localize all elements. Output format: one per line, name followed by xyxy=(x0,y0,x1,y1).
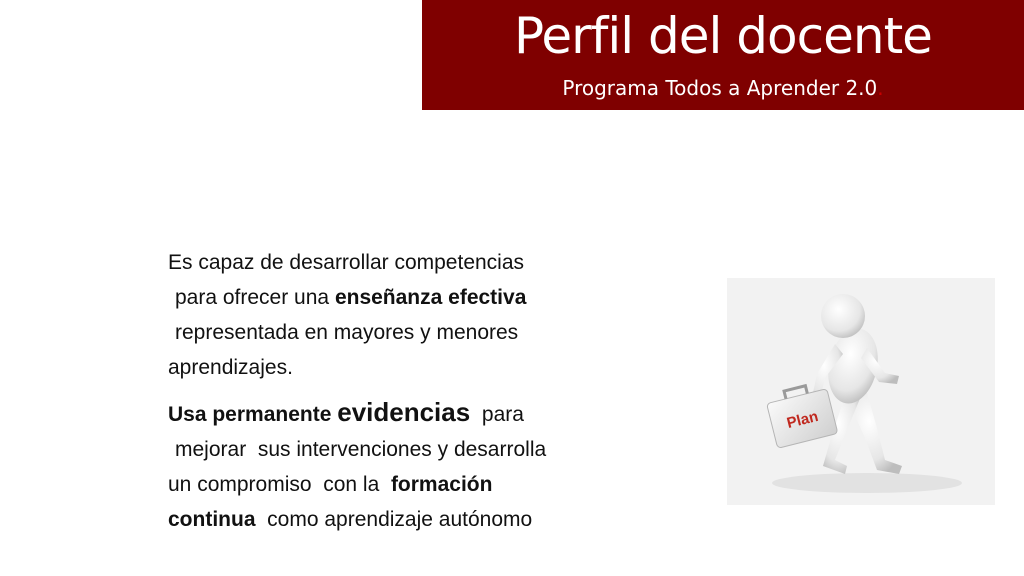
p2-line-2: mejorar sus intervenciones y desarrolla xyxy=(175,438,547,461)
p2-line-3-plain: un compromiso con la xyxy=(168,473,391,496)
p2-line-1 xyxy=(168,395,668,432)
p2-line-4 xyxy=(168,502,668,537)
body-text xyxy=(168,245,668,537)
p1-line-2-plain: para ofrecer una xyxy=(175,286,335,309)
slide-title: Perfil del docente xyxy=(514,7,932,65)
head xyxy=(821,294,865,338)
p1-line-4: aprendizajes. xyxy=(168,356,293,379)
slide-subtitle xyxy=(422,75,1024,101)
subtitle-dot: . xyxy=(877,76,884,100)
p1-line-2 xyxy=(168,280,668,315)
p1-line-3: representada en mayores y menores xyxy=(175,321,519,344)
p2-line-4-bold: continua xyxy=(168,508,256,531)
briefcase-label: Plan xyxy=(785,407,821,433)
paragraph-2 xyxy=(168,395,668,537)
walking-figure-with-plan-briefcase-icon xyxy=(727,278,995,505)
p2-line-3-bold: formación xyxy=(390,473,493,496)
paragraph-1 xyxy=(168,245,668,385)
p2-line-4-plain: como aprendizaje autónomo xyxy=(255,508,533,531)
p1-line-1: Es capaz de desarrollar competencias xyxy=(168,251,525,274)
p2-line-1-plain: para xyxy=(470,403,524,426)
floor-shadow xyxy=(772,473,962,493)
title-banner xyxy=(422,0,1024,110)
p1-line-2-bold: enseñanza efectiva xyxy=(334,286,527,309)
subtitle-text: Programa Todos a Aprender 2.0 xyxy=(562,76,878,100)
p2-line-3 xyxy=(168,467,668,502)
figure-svg xyxy=(727,278,995,505)
p2-line-1-bold: Usa permanente xyxy=(168,403,338,426)
p2-line-1-big: evidencias xyxy=(337,397,471,427)
